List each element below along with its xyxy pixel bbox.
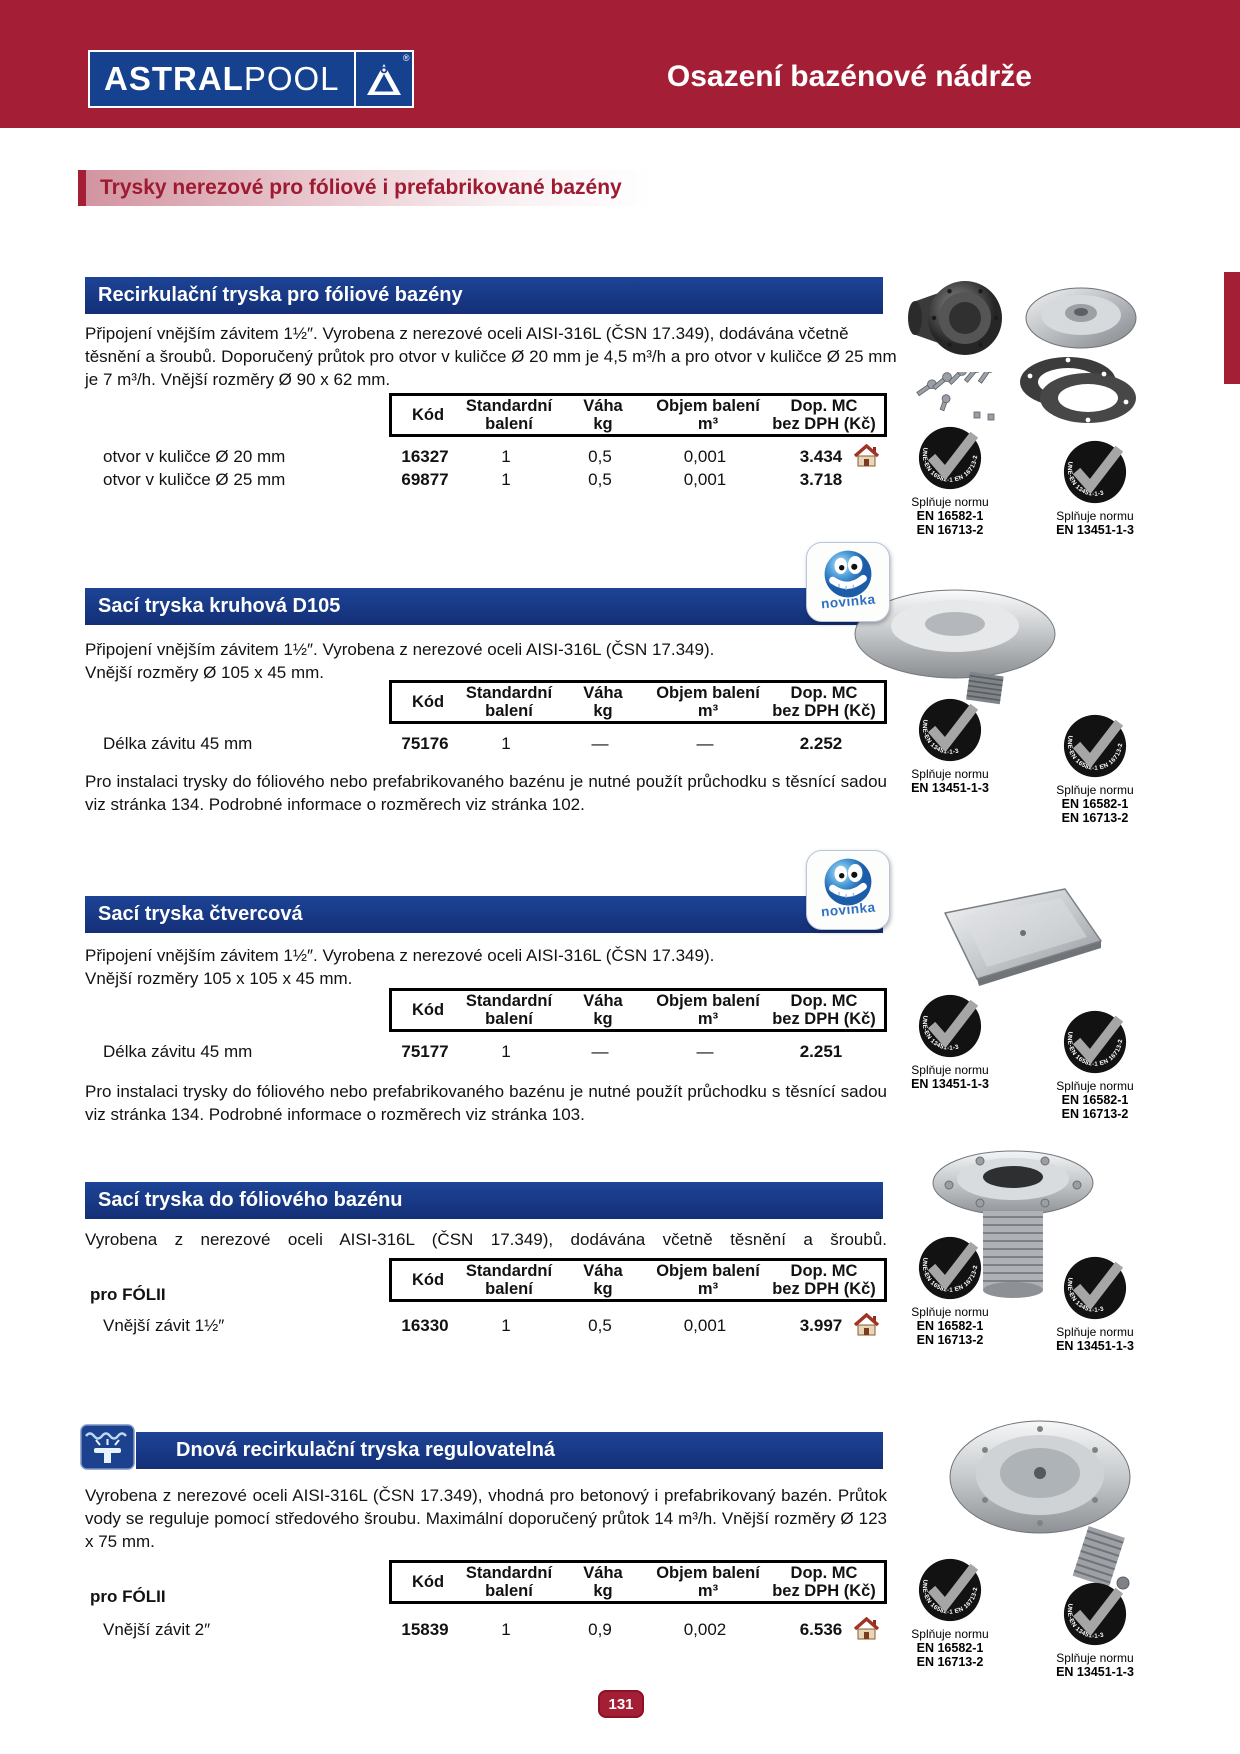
house-icon — [853, 1617, 880, 1641]
section-title: Dnová recirkulační tryska regulovatelná — [176, 1439, 556, 1461]
col-cena: Dop. MC bez DPH (Kč) — [772, 397, 876, 433]
main-title-bar — [78, 170, 680, 206]
novinka-label: novinka — [820, 899, 876, 920]
product-photo-screws — [912, 372, 1012, 422]
novinka-badge — [806, 542, 890, 622]
norm-seal-en13451: UNE-EN 13451-1-3 Splňuje normu EN 13451-1-3 — [880, 696, 1020, 795]
novinka-badge — [806, 850, 890, 930]
table-header: Kód Standardní balení Váha kg Objem balení m³ Dop. MC bez DPH (Kč) — [389, 1560, 887, 1604]
product-photo-flange — [905, 272, 1005, 364]
product-table — [103, 680, 887, 755]
product-photo-gaskets — [1016, 352, 1140, 428]
page-number-badge: 131 — [598, 1690, 644, 1718]
section-title-bar — [85, 896, 883, 933]
floor-nozzle-icon — [80, 1424, 135, 1470]
col-kod: Kód — [411, 406, 445, 424]
logo-text-pool: POOL — [243, 60, 340, 97]
svg-text:UNE-EN 16582-1 EN 16713-2: UNE-EN 16582-1 EN 16713-2 — [1065, 734, 1125, 772]
svg-text:UNE-EN 16582-1 EN 16713-2: UNE-EN 16582-1 EN 16713-2 — [920, 1578, 980, 1616]
table-header: Kód Standardní balení Váha kg Objem balení m³ Dop. MC bez DPH (Kč) — [389, 680, 887, 724]
section-description: Připojení vnějším závitem 1½″. Vyrobena z nerezové oceli AISI-316L (ČSN 17.349). Vnější rozměry Ø 105 x 45 mm. — [85, 640, 715, 682]
norm-seal-en13451: UNE-EN 13451-1-3 Splňuje normu EN 13451-1-3 — [880, 992, 1020, 1091]
section-description: Připojení vnějším závitem 1½″. Vyrobena z nerezové oceli AISI-316L (ČSN 17.349), dodávána včetně těsnění a šroubů. Doporučený průtok pro otvor v kuličce Ø 20 mm je 4,5 m³/h a pro otvor v kuličce Ø 25 mm je 7 m³/h. Vnější rozměry Ø 90 x 62 mm. — [85, 324, 897, 389]
pro-folii-label: pro FÓLII — [90, 1587, 166, 1606]
svg-text:UNE-EN 16582-1 EN 16713-2: UNE-EN 16582-1 EN 16713-2 — [920, 1256, 980, 1294]
page-title-header: Osazení bazénové nádrže — [666, 60, 1032, 93]
table-header: Kód Standardní balení Váha kg Objem balení m³ Dop. MC bez DPH (Kč) — [389, 1258, 887, 1302]
col-objem: Objem balení m³ — [656, 397, 760, 433]
certification-seal-icon — [1061, 438, 1129, 506]
section-title-bar — [136, 1432, 883, 1469]
section-title: Sací tryska čtvercová — [98, 903, 303, 925]
col-vaha: Váha kg — [583, 397, 623, 433]
table-header: Kód Standardní balení Váha kg Objem balení m³ Dop. MC bez DPH (Kč) — [389, 988, 887, 1032]
norm-seal-en13451: UNE-EN 13451-1-3 Splňuje normu EN 13451-1-3 — [1025, 1254, 1165, 1353]
product-table — [103, 393, 887, 491]
certification-seal-icon — [916, 696, 984, 764]
table-header — [389, 393, 887, 437]
section-description: Vyrobena z nerezové oceli AISI-316L (ČSN 17.349), vhodná pro betonový i prefabrikovaný bazén. Průtok vody se reguluje pomocí středového šroubu. Maximální doporučený průtok 14 m³/h. Vnější rozměry Ø 123 x 75 mm. — [85, 1486, 887, 1551]
svg-text:UNE-EN 16582-1 EN 16713-2: UNE-EN 16582-1 EN 16713-2 — [920, 446, 980, 484]
table-row: otvor v kuličce Ø 25 mm 69877 1 0,5 0,001 3.718 — [103, 469, 843, 489]
section-title: Sací tryska do fóliového bazénu — [98, 1189, 403, 1211]
page-header-band — [0, 0, 1240, 128]
section-title-bar — [85, 277, 883, 314]
norm-seal-en16582: UNE-EN 16582-1 EN 16713-2 Splňuje normu EN 16582-1 EN 16713-2 — [880, 1556, 1020, 1669]
certification-seal-icon — [916, 1556, 984, 1624]
main-title: Trysky nerezové pro fóliové i prefabrikované bazény — [100, 176, 622, 199]
certification-seal-icon — [1061, 1580, 1129, 1648]
product-photo-cover-disc — [1022, 282, 1140, 354]
table-row: Vnější závit 2″ 15839 1 0,9 0,002 6.536 — [389, 1618, 887, 1641]
norm-seal-en16582: UNE-EN 16582-1 EN 16713-2 Splňuje normu EN 16582-1 EN 16713-2 — [1025, 712, 1165, 825]
pro-folii-label: pro FÓLII — [90, 1285, 166, 1304]
logo-text-astral: ASTRAL — [104, 60, 244, 97]
svg-text:UNE-EN 13451-1-3: UNE-EN 13451-1-3 — [1065, 1276, 1105, 1314]
certification-seal-icon — [1061, 712, 1129, 780]
certification-seal-icon — [916, 424, 984, 492]
house-icon — [853, 1313, 880, 1337]
certification-seal-icon — [1061, 1008, 1129, 1076]
installation-note: Pro instalaci trysky do fóliového nebo prefabrikovaného bazénu je nutné použít průchodku s těsnící sadou viz stránka 134. Podrobné informace o rozměrech viz stránka 102. — [85, 772, 887, 814]
astralpool-logo — [88, 50, 414, 108]
astralpool-a-icon — [356, 52, 412, 106]
table-row: Vnější závit 1½″ 16330 1 0,5 0,001 3.997 — [389, 1314, 887, 1337]
section-title-bar — [85, 588, 883, 625]
table-row: Délka závitu 45 mm 75177 1 — — 2.251 — [103, 1041, 843, 1061]
section-title: Sací tryska kruhová D105 — [98, 595, 341, 617]
svg-text:UNE-EN 13451-1-3: UNE-EN 13451-1-3 — [920, 718, 960, 756]
certification-seal-icon — [1061, 1254, 1129, 1322]
svg-text:UNE-EN 13451-1-3: UNE-EN 13451-1-3 — [920, 1014, 960, 1052]
certification-seal-icon — [916, 1234, 984, 1302]
svg-text:UNE-EN 13451-1-3: UNE-EN 13451-1-3 — [1065, 460, 1105, 498]
norm-seal-en16582: UNE-EN 16582-1 EN 16713-2 Splňuje normu EN 16582-1 EN 16713-2 — [880, 424, 1020, 537]
norm-seal-en13451: UNE-EN 13451-1-3 Splňuje normu EN 13451-1-3 — [1025, 1580, 1165, 1679]
table-row: Délka závitu 45 mm 75176 1 — — 2.252 — [103, 733, 843, 753]
col-baleni: Standardní balení — [465, 397, 553, 433]
svg-text:UNE-EN 13451-1-3: UNE-EN 13451-1-3 — [1065, 1602, 1105, 1640]
section-title: Recirkulační tryska pro fóliové bazény — [98, 284, 463, 306]
norm-seal-en16582: UNE-EN 16582-1 EN 16713-2 Splňuje normu EN 16582-1 EN 16713-2 — [1025, 1008, 1165, 1121]
certification-seal-icon — [916, 992, 984, 1060]
section-description: Vyrobena z nerezové oceli AISI-316L (ČSN 17.349), dodávána včetně těsnění a šroubů. — [85, 1230, 887, 1249]
a-triangle-icon — [364, 59, 404, 99]
section-description: Připojení vnějším závitem 1½″. Vyrobena z nerezové oceli AISI-316L (ČSN 17.349). Vnější rozměry 105 x 105 x 45 mm. — [85, 946, 715, 988]
product-photo-square-nozzle — [915, 875, 1110, 1000]
side-tab — [1224, 272, 1240, 384]
section-title-bar — [85, 1182, 883, 1219]
registered-mark: ® — [402, 53, 410, 63]
house-icon — [853, 444, 880, 468]
installation-note: Pro instalaci trysky do fóliového nebo prefabrikovaného bazénu je nutné použít průchodku s těsnící sadou viz stránka 134. Podrobné informace o rozměrech viz stránka 103. — [85, 1082, 887, 1124]
novinka-label: novinka — [820, 591, 876, 612]
product-table — [103, 988, 887, 1063]
table-row: otvor v kuličce Ø 20 mm 16327 1 0,5 0,001 3.434 — [389, 445, 887, 468]
norm-seal-en13451: UNE-EN 13451-1-3 Splňuje normu EN 13451-1-3 — [1025, 438, 1165, 537]
svg-text:UNE-EN 16582-1 EN 16713-2: UNE-EN 16582-1 EN 16713-2 — [1065, 1030, 1125, 1068]
norm-seal-en16582: UNE-EN 16582-1 EN 16713-2 Splňuje normu EN 16582-1 EN 16713-2 — [880, 1234, 1020, 1347]
